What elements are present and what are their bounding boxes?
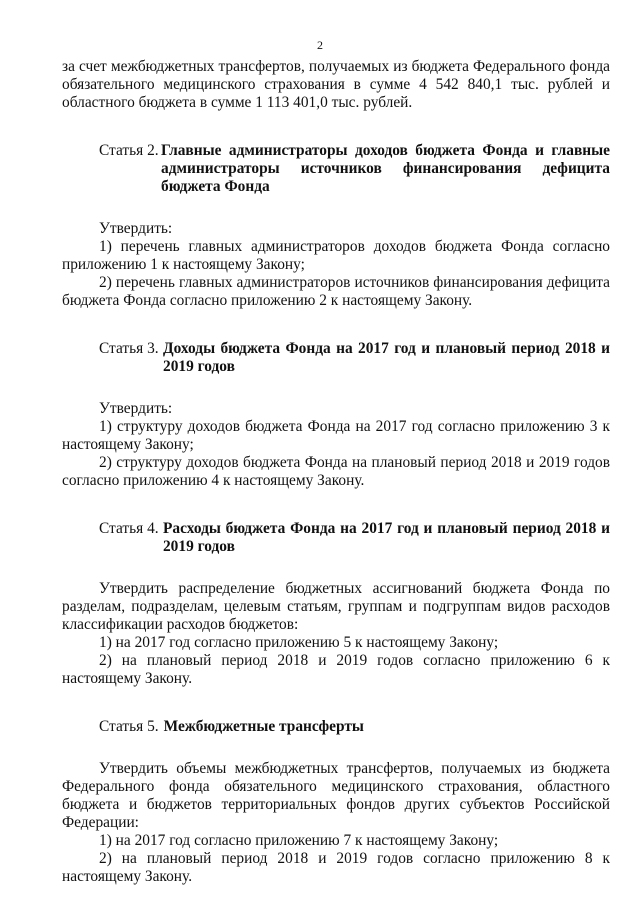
article-title: Межбюджетные трансферты [163,718,364,735]
article-title: Главные администраторы доходов бюджета Фонда и главные администраторы источников финансирования дефицита бюджета Фонда [161,142,610,195]
article-5-paragraph-1: Утвердить объемы межбюджетных трансфертов, получаемых из бюджета Федерального фонда обязательного медицинского страхования, областного бюджета и бюджетов территориальных фондов других субъектов Российской Федерации: [62,760,610,831]
article-3-paragraph-2: 1) структуру доходов бюджета Фонда на 2017 год согласно приложению 3 к настоящему Закону; [62,418,610,453]
article-5-paragraph-3: 2) на плановый период 2018 и 2019 годов согласно приложению 8 к настоящему Закону. [62,850,610,885]
article-3-paragraph-1: Утвердить: [99,400,173,417]
article-4-heading [62,520,610,556]
article-3-paragraph-3: 2) структуру доходов бюджета Фонда на плановый период 2018 и 2019 годов согласно приложению 4 к настоящему Закону. [62,454,610,489]
article-label: Статья 3. [99,340,159,357]
article-5-paragraph-2: 1) на 2017 год согласно приложению 7 к настоящему Закону; [99,832,499,849]
article-2-paragraph-1: Утвердить: [99,220,173,237]
document-body [62,58,610,886]
article-title: Доходы бюджета Фонда на 2017 год и плановый период 2018 и 2019 годов [163,340,610,375]
article-3-heading [62,340,610,376]
article-label: Статья 4. [99,520,159,537]
intro-paragraph: за счет межбюджетных трансфертов, получаемых из бюджета Федерального фонда обязательного медицинского страхования в сумме 4 542 840,1 тыс. рублей и областного бюджета в сумме 1 113 401,0 тыс. рублей. [62,58,610,111]
article-title: Расходы бюджета Фонда на 2017 год и плановый период 2018 и 2019 годов [162,520,610,555]
article-label: Статья 2. [99,142,159,159]
article-2-paragraph-3: 2) перечень главных администраторов источников финансирования дефицита бюджета Фонда согласно приложению 2 к настоящему Закону. [62,274,610,309]
article-5-heading [62,718,610,736]
article-4-paragraph-1: Утвердить распределение бюджетных ассигнований бюджета Фонда по разделам, подразделам, целевым статьям, группам и подгруппам видов расходов классификации расходов бюджетов: [62,580,610,633]
article-2-paragraph-2: 1) перечень главных администраторов доходов бюджета Фонда согласно приложению 1 к настоящему Закону; [62,238,610,273]
page-number: 2 [317,38,323,52]
article-4-paragraph-2: 1) на 2017 год согласно приложению 5 к настоящему Закону; [99,634,499,651]
article-label: Статья 5. [99,718,159,735]
article-2-heading [62,142,610,196]
article-4-paragraph-3: 2) на плановый период 2018 и 2019 годов согласно приложению 6 к настоящему Закону. [62,652,610,687]
